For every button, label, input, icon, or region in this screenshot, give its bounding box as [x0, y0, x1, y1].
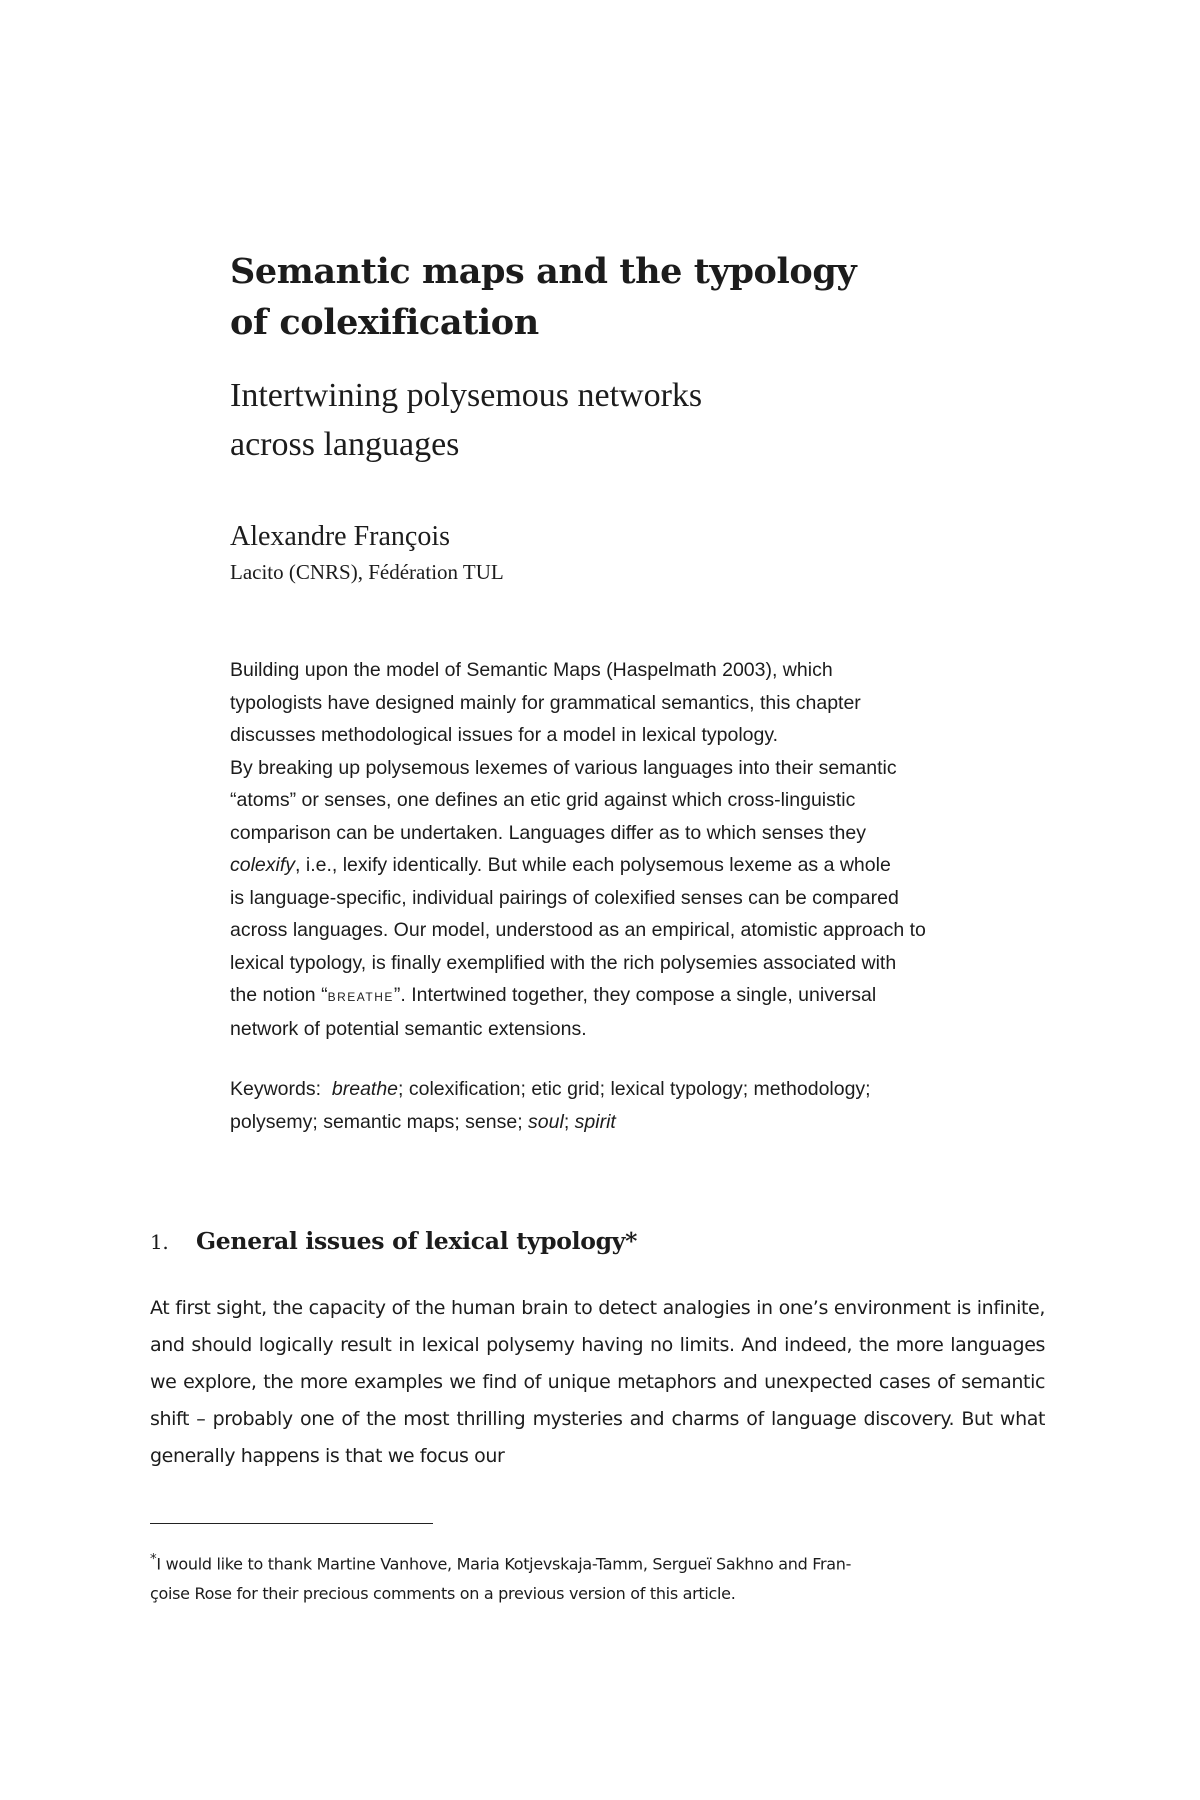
footnote-text: I would like to thank Martine Vanhove, Maria Kotjevskaja-Tamm, Sergueï Sakhno and Fran-: [156, 1554, 852, 1574]
abstract: [230, 654, 1030, 1045]
keywords-line: [230, 1073, 1030, 1106]
abstract-line: lexical typology, is finally exemplified with the rich polysemies associated with: [230, 951, 897, 974]
abstract-line-text: ”. Intertwined together, they compose a single, universal: [393, 984, 877, 1006]
abstract-line: By breaking up polysemous lexemes of various languages into their semantic: [230, 756, 897, 779]
abstract-line: Building upon the model of Semantic Maps (Haspelmath 2003), which: [230, 659, 833, 681]
abstract-line: [230, 979, 1030, 1013]
abstract-line: [230, 849, 1030, 882]
keywords: [230, 1073, 1030, 1138]
term-breathe-smallcaps: breathe: [327, 986, 394, 1005]
footnote-line: [150, 1545, 1045, 1579]
abstract-line-text: , i.e., lexify identically. But while each polysemous lexeme as a whole: [295, 854, 891, 876]
term-colexify: colexify: [230, 854, 296, 876]
body-paragraph: At first sight, the capacity of the human brain to detect analogies in one’s environment is infinite, and should logically result in lexical polysemy having no limits. And indeed, the more languages we explore, the more examples we find of unique metaphors and unexpected cases of semantic shift – probably one of the most thrilling mysteries and charms of language discovery. But what generally happens is that we focus our: [150, 1297, 1045, 1467]
abstract-line: typologists have designed mainly for grammatical semantics, this chapter: [230, 691, 861, 714]
section-title: General issues of lexical typology*: [196, 1227, 638, 1255]
footnote-marker: *: [150, 1552, 157, 1567]
footnote-line: çoise Rose for their precious comments on a previous version of this article.: [150, 1584, 736, 1604]
keyword-breathe: breathe: [331, 1078, 399, 1100]
footnote-rule: [150, 1523, 433, 1524]
keywords-line: [230, 1106, 1030, 1139]
chapter-subtitle-line-1: Intertwining polysemous networks: [230, 377, 703, 414]
keyword-soul: soul: [528, 1110, 564, 1133]
footnote: [150, 1545, 1045, 1609]
chapter-title-line-1: Semantic maps and the typology: [230, 251, 857, 292]
author-affiliation: Lacito (CNRS), Fédération TUL: [230, 560, 504, 584]
abstract-line: discusses methodological issues for a model in lexical typology.: [230, 724, 779, 746]
abstract-line: comparison can be undertaken. Languages differ as to which senses they: [230, 821, 866, 844]
chapter-subtitle-line-2: across languages: [230, 426, 460, 463]
chapter-title: [230, 246, 1050, 348]
abstract-line-text: the notion “: [230, 984, 328, 1006]
author-name: Alexandre François: [230, 521, 451, 552]
abstract-line: across languages. Our model, understood as an empirical, atomistic approach to: [230, 919, 926, 941]
section-heading: [150, 1224, 1050, 1259]
section-number: 1.: [150, 1230, 169, 1254]
keywords-label: Keywords:: [230, 1078, 322, 1100]
abstract-line: “atoms” or senses, one defines an etic grid against which cross-linguistic: [230, 789, 856, 811]
chapter-subtitle: [230, 371, 1050, 469]
keywords-text: ; colexification; etic grid; lexical typology; methodology;: [398, 1078, 871, 1100]
keywords-text: polysemy; semantic maps; sense;: [230, 1110, 529, 1133]
chapter-title-line-2: of colexification: [230, 302, 539, 343]
keywords-separator: ;: [563, 1110, 575, 1133]
keyword-spirit: spirit: [574, 1110, 616, 1133]
abstract-line: network of potential semantic extensions.: [230, 1017, 587, 1040]
abstract-line: is language-specific, individual pairings of colexified senses can be compared: [230, 886, 899, 909]
